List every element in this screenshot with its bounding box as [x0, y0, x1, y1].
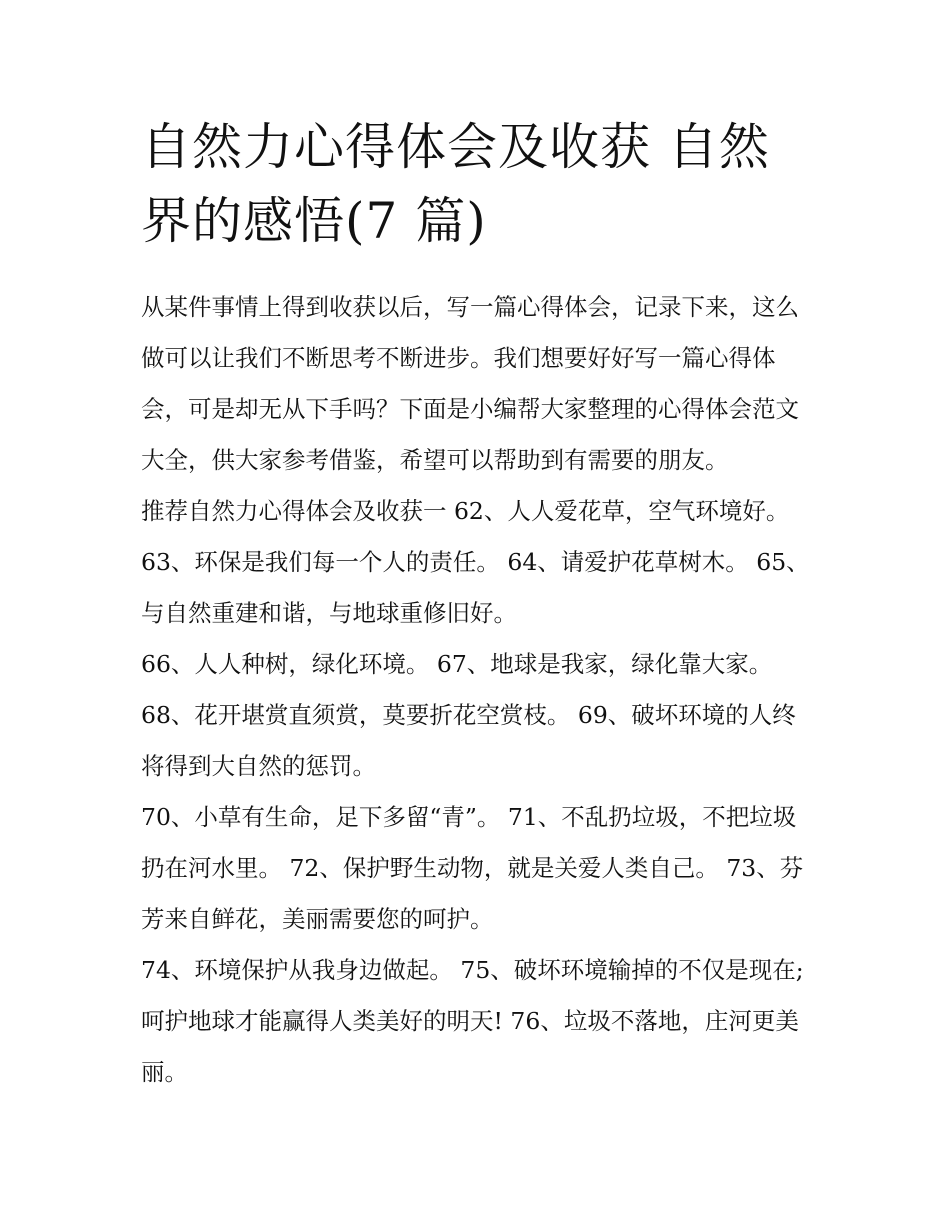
slogan-paragraph-74-76: 74、环境保护从我身边做起。 75、破坏环境输掉的不仅是现在;呵护地球才能赢得人类美好的明天! 76、垃圾不落地，庄河更美丽。 [141, 956, 804, 1086]
slogan-paragraph-66-67: 66、人人种树，绿化环境。 67、地球是我家，绿化靠大家。 [141, 650, 773, 678]
document-title: 自然力心得体会及收获 自然界的感悟(7 篇) [141, 118, 770, 250]
intro-paragraph: 从某件事情上得到收获以后，写一篇心得体会，记录下来，这么做可以让我们不断思考不断进步。我们想要好好写一篇心得体会，可是却无从下手吗？下面是小编帮大家整理的心得体会范文大全，供大家参考借鉴，希望可以帮助到有需要的朋友。 [141, 293, 799, 474]
document-body [141, 282, 813, 1098]
slogan-paragraph-70-73: 70、小草有生命，足下多留“青”。 71、不乱扔垃圾，不把垃圾扔在河水里。 72、保护野生动物，就是关爱人类自己。 73、芬芳来自鲜花，美丽需要您的呵护。 [141, 803, 804, 933]
slogan-paragraph-68-69: 68、花开堪赏直须赏，莫要折花空赏枝。 69、破坏环境的人终将得到大自然的惩罚。 [141, 701, 796, 780]
slogan-paragraph-62-65: 推荐自然力心得体会及收获一 62、人人爱花草，空气环境好。 63、环保是我们每一个人的责任。 64、请爱护花草树木。 65、与自然重建和谐，与地球重修旧好。 [141, 497, 810, 627]
document-page [141, 110, 813, 1098]
